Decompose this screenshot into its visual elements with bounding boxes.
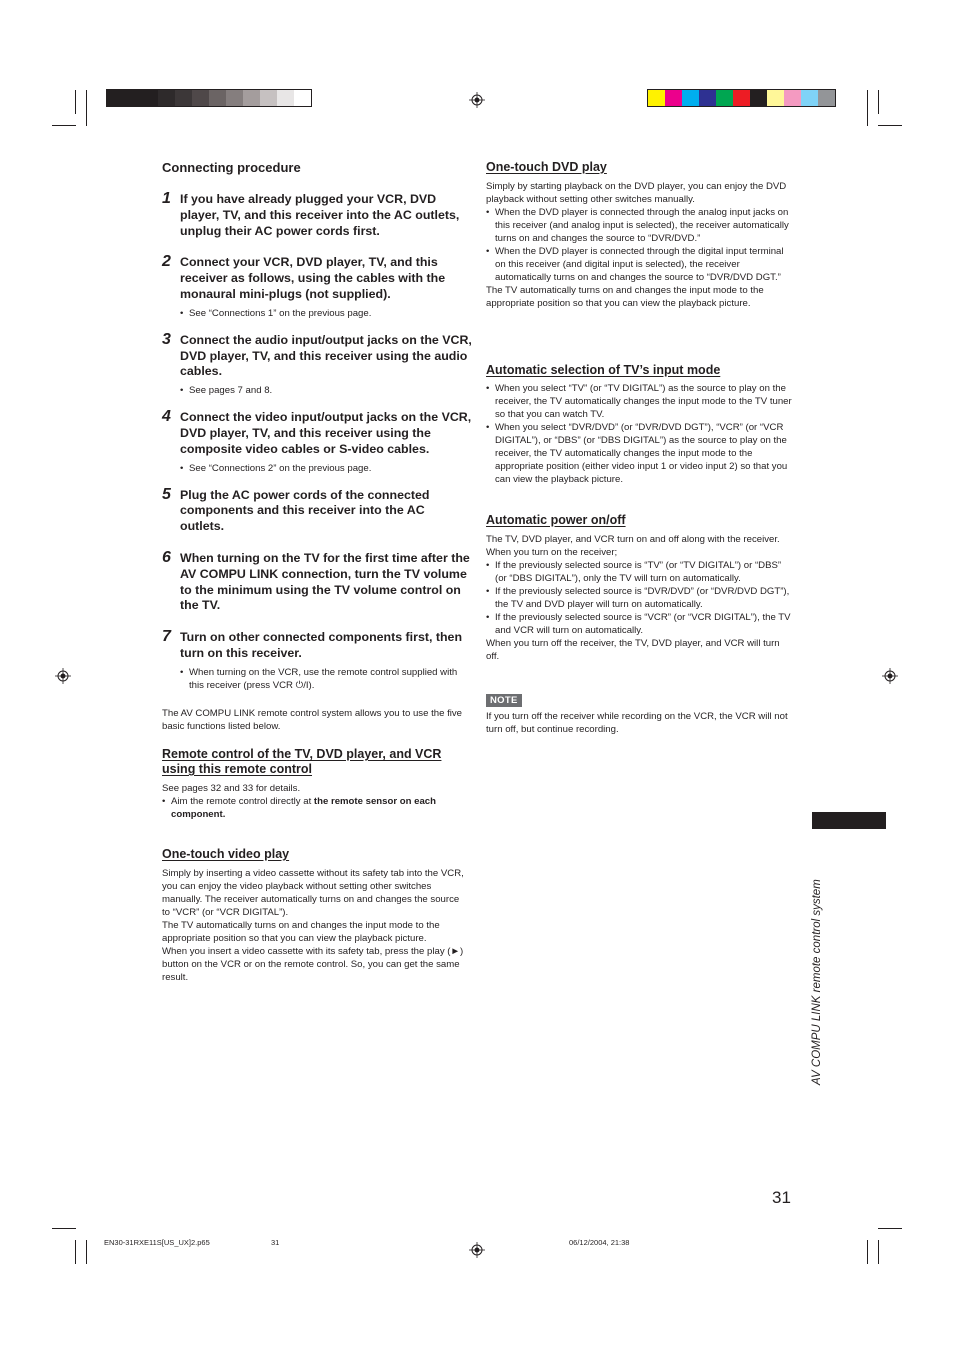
step-number: 1 bbox=[162, 190, 171, 207]
auto-power-heading: Automatic power on/off bbox=[486, 513, 626, 527]
step-text: Turn on other connected components first, then turn on this receiver. bbox=[180, 630, 463, 660]
color-swatch bbox=[801, 90, 818, 106]
color-bar bbox=[647, 89, 836, 107]
auto-selection-bullets bbox=[486, 382, 794, 486]
gray-scale-bar bbox=[106, 89, 312, 107]
power-paragraph: The TV, DVD player, and VCR turn on and off along with the receiver. bbox=[486, 534, 780, 545]
color-swatch bbox=[665, 90, 682, 106]
steps-list bbox=[162, 192, 472, 692]
footer-filename: EN30-31RXE11S[US_UX]2.p65 bbox=[104, 1238, 210, 1247]
step-note: • See “Connections 1” on the previous page. bbox=[180, 307, 472, 320]
bullet-item: • If the previously selected source is “VCR” (or “VCR DIGITAL”), the TV and VCR will turn on automatically. bbox=[486, 611, 794, 637]
registration-mark-icon bbox=[469, 92, 485, 108]
color-swatch bbox=[141, 90, 158, 106]
color-swatch bbox=[699, 90, 716, 106]
crop-mark bbox=[86, 1240, 87, 1264]
footer-page: 31 bbox=[271, 1238, 280, 1247]
color-swatch bbox=[750, 90, 767, 106]
footer-date: 06/12/2004, 21:38 bbox=[569, 1238, 630, 1247]
auto-power-section bbox=[486, 533, 794, 663]
step-number: 5 bbox=[162, 485, 171, 503]
dvd-paragraph: The TV automatically turns on and changes the input mode to the appropriate position so that you can view the playback picture. bbox=[486, 285, 764, 309]
step-item bbox=[162, 255, 472, 319]
crop-mark bbox=[75, 1240, 76, 1264]
intro-paragraph: The AV COMPU LINK remote control system allows you to use the five basic functions listed below. bbox=[162, 708, 463, 732]
step-note: • See “Connections 2” on the previous page. bbox=[180, 462, 472, 475]
bullet-item: • When you select “TV” (or “TV DIGITAL”) as the source to play on the receiver, the TV automatically changes the input mode to the TV tuner so that you can watch TV. bbox=[486, 382, 794, 421]
bullet-item: • If the previously selected source is “TV” (or “TV DIGITAL”) or “DBS” (or “DBS DIGITAL”), only the TV will turn on automatically. bbox=[486, 559, 794, 585]
connecting-procedure-heading: Connecting procedure bbox=[162, 160, 301, 175]
step-text: Connect the audio input/output jacks on the VCR, DVD player, TV, and this receiver using the audio cables. bbox=[180, 332, 472, 379]
step-item bbox=[162, 330, 472, 397]
crop-mark bbox=[86, 90, 87, 126]
step-note: • See pages 7 and 8. bbox=[180, 384, 472, 397]
registration-mark-icon bbox=[55, 668, 71, 684]
step-number: 2 bbox=[162, 253, 171, 271]
power-bullets bbox=[486, 559, 794, 637]
step-item bbox=[162, 485, 472, 535]
bullet-text: Aim the remote control directly at bbox=[171, 796, 314, 807]
step-note: • When turning on the VCR, use the remote control supplied with this receiver (press VCR ⏻/I). bbox=[180, 666, 472, 692]
color-swatch bbox=[277, 90, 294, 106]
step-item bbox=[162, 548, 472, 614]
note-badge: NOTE bbox=[486, 694, 522, 707]
crop-mark bbox=[867, 90, 868, 126]
color-swatch bbox=[716, 90, 733, 106]
remote-control-bullets bbox=[162, 795, 467, 821]
color-swatch bbox=[682, 90, 699, 106]
crop-mark bbox=[878, 1240, 879, 1264]
color-swatch bbox=[226, 90, 243, 106]
step-number: 3 bbox=[162, 330, 171, 348]
crop-mark bbox=[878, 125, 902, 126]
power-paragraph: When you turn on the receiver; bbox=[486, 547, 618, 558]
color-swatch bbox=[648, 90, 665, 106]
step-text: Plug the AC power cords of the connected components and this receiver into the AC outlets. bbox=[180, 487, 430, 534]
crop-mark bbox=[75, 90, 76, 114]
color-swatch bbox=[158, 90, 175, 106]
color-swatch bbox=[124, 90, 141, 106]
one-touch-video-section bbox=[162, 867, 467, 984]
page-number: 31 bbox=[772, 1188, 791, 1207]
step-text: Connect your VCR, DVD player, TV, and this receiver as follows, using the cables with the monaural mini-plugs (not supplied). bbox=[180, 255, 446, 301]
step-text: Connect the video input/output jacks on the VCR, DVD player, TV, and this receiver using the composite video cables or S-video cables. bbox=[180, 410, 472, 456]
crop-mark bbox=[52, 1228, 76, 1229]
color-swatch bbox=[175, 90, 192, 106]
crop-mark bbox=[867, 1240, 868, 1264]
step-text: When turning on the TV for the first time after the AV COMPU LINK connection, turn the TV volume to the minimum using the TV volume control on the TV. bbox=[180, 550, 470, 613]
color-swatch bbox=[107, 90, 124, 106]
crop-mark bbox=[878, 1228, 902, 1229]
remote-control-text: See pages 32 and 33 for details. bbox=[162, 783, 301, 794]
remote-control-section bbox=[162, 782, 467, 821]
bullet-item: • When the DVD player is connected through the digital input terminal on this receiver (and digital input is selected), the receiver automatically turns on and changes the source to “DVR/DVD DGT.” bbox=[486, 245, 794, 284]
color-swatch bbox=[784, 90, 801, 106]
one-touch-dvd-section bbox=[486, 180, 794, 310]
registration-mark-icon bbox=[882, 668, 898, 684]
step-item bbox=[162, 410, 472, 474]
color-swatch bbox=[818, 90, 835, 106]
color-swatch bbox=[733, 90, 750, 106]
step-number: 6 bbox=[162, 548, 171, 566]
step-number: 7 bbox=[162, 628, 171, 646]
color-swatch bbox=[767, 90, 784, 106]
auto-selection-section bbox=[486, 382, 794, 486]
bullet-item: • If the previously selected source is “DVR/DVD” (or “DVR/DVD DGT”), the TV and DVD player will turn on automatically. bbox=[486, 585, 794, 611]
remote-control-heading: Remote control of the TV, DVD player, and VCR using this remote control bbox=[162, 747, 442, 776]
color-swatch bbox=[294, 90, 311, 106]
video-paragraph: Simply by inserting a video cassette without its safety tab into the VCR, you can enjoy the video playback without setting other switches manually. The receiver automatically turns on and changes the source to “VCR” (or “VCR DIGITAL”). bbox=[162, 868, 464, 918]
section-tab bbox=[812, 812, 886, 829]
bullet-bold-text: the remote sensor on each component. bbox=[171, 796, 436, 820]
color-swatch bbox=[243, 90, 260, 106]
step-number: 4 bbox=[162, 408, 171, 426]
note-text: If you turn off the receiver while recording on the VCR, the VCR will not turn off, but continue recording. bbox=[486, 711, 788, 735]
auto-selection-heading: Automatic selection of TV’s input mode bbox=[486, 363, 721, 377]
dvd-paragraph: Simply by starting playback on the DVD player, you can enjoy the DVD playback without setting other switches manually. bbox=[486, 181, 787, 205]
bullet-item: • When you select “DVR/DVD” (or “DVR/DVD DGT”), “VCR” (or “VCR DIGITAL”), or “DBS” (or “DBS DIGITAL”) as the source to play on the receiver, the TV automatically changes the input mode to the appropriate position (either video input 1 or video input 2) so that you can view the playback picture. bbox=[486, 421, 794, 486]
one-touch-dvd-heading: One-touch DVD play bbox=[486, 160, 607, 174]
crop-mark bbox=[52, 125, 76, 126]
dvd-bullets bbox=[486, 206, 794, 284]
registration-mark-icon bbox=[469, 1242, 485, 1258]
step-item bbox=[162, 192, 472, 239]
section-side-label: AV COMPU LINK remote control system bbox=[811, 879, 823, 1085]
crop-mark bbox=[878, 90, 879, 114]
video-paragraph: The TV automatically turns on and changes the input mode to the appropriate position so that you can view the playback picture. bbox=[162, 920, 440, 944]
color-swatch bbox=[260, 90, 277, 106]
color-swatch bbox=[209, 90, 226, 106]
color-swatch bbox=[192, 90, 209, 106]
step-text: If you have already plugged your VCR, DVD player, TV, and this receiver into the AC outlets, unplug their AC power cords first. bbox=[180, 192, 460, 238]
bullet-item bbox=[162, 795, 467, 821]
one-touch-video-heading: One-touch video play bbox=[162, 847, 290, 861]
note-section bbox=[486, 690, 794, 736]
power-paragraph: When you turn off the receiver, the TV, DVD player, and VCR will turn off. bbox=[486, 638, 780, 662]
bullet-item: • When the DVD player is connected through the analog input jacks on this receiver (and analog input is selected), the receiver automatically turns on and changes the source to “DVR/DVD.” bbox=[486, 206, 794, 245]
step-item bbox=[162, 630, 472, 692]
video-paragraph: When you insert a video cassette with its safety tab, press the play (►) button on the VCR or on the remote control. So, you can get the same result. bbox=[162, 946, 464, 983]
